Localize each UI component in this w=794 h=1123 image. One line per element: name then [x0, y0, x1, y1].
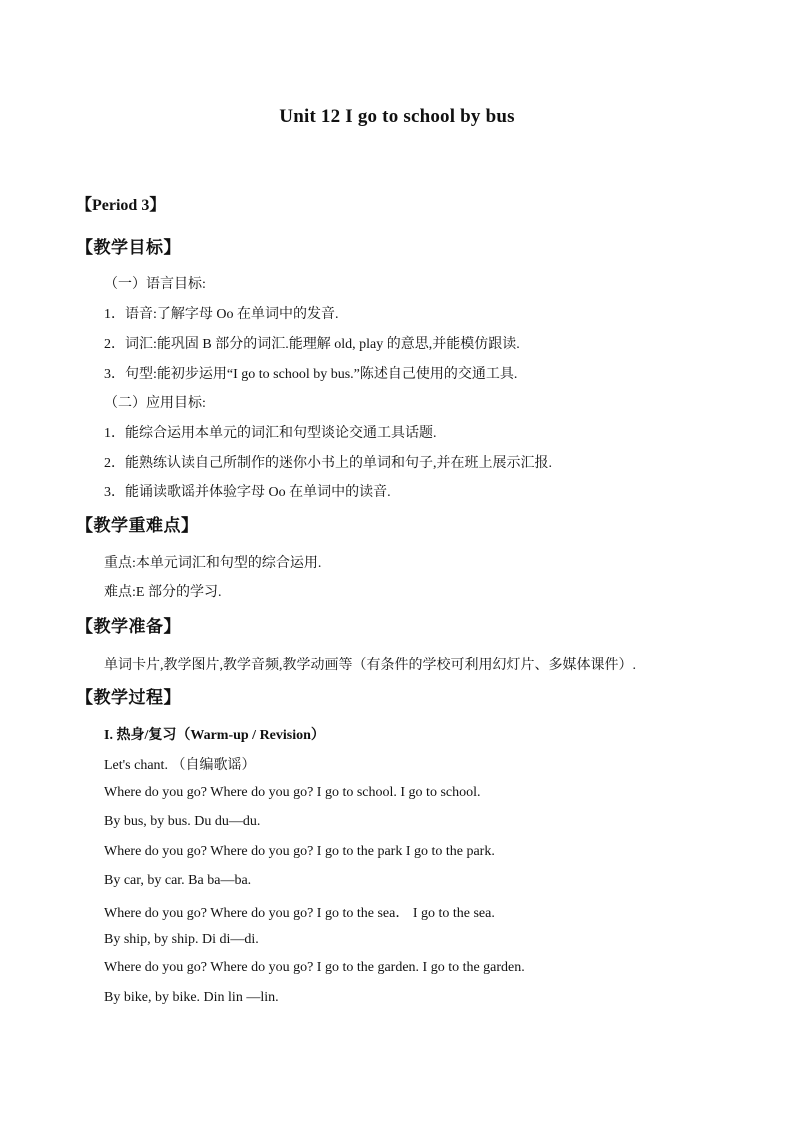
key-points-line: 重点:本单元词汇和句型的综合运用.: [104, 556, 322, 571]
goals-line: 3．能诵读歌谣并体验字母 Oo 在单词中的读音.: [104, 485, 391, 500]
chant-line: By bike, by bike. Din lin —lin.: [104, 990, 279, 1005]
process-subheading: I. 热身/复习（Warm-up / Revision）: [104, 728, 325, 743]
chant-line: By ship, by ship. Di di—di.: [104, 932, 259, 947]
key-points-line: 难点:E 部分的学习.: [104, 585, 222, 600]
section-heading-prep: 【教学准备】: [76, 617, 181, 636]
chant-line: By bus, by bus. Du du—du.: [104, 814, 261, 829]
chant-line: Let's chant. （自编歌谣）: [104, 758, 256, 773]
chant-line: Where do you go? Where do you go? I go to the sea． I go to the sea.: [104, 906, 495, 921]
goals-line: 1．能综合运用本单元的词汇和句型谈论交通工具话题.: [104, 426, 437, 441]
section-heading-key-points: 【教学重难点】: [76, 516, 199, 535]
goals-line: 2．能熟练认读自己所制作的迷你小书上的单词和句子,并在班上展示汇报.: [104, 456, 552, 471]
chant-line: Where do you go? Where do you go? I go to the park I go to the park.: [104, 844, 495, 859]
goals-line: （一）语言目标:: [104, 277, 206, 292]
period-label: 【Period 3】: [76, 197, 166, 214]
document-title: Unit 12 I go to school by bus: [279, 106, 515, 127]
prep-line: 单词卡片,教学图片,教学音频,教学动画等（有条件的学校可利用幻灯片、多媒体课件）.: [104, 658, 636, 673]
chant-line: By car, by car. Ba ba—ba.: [104, 873, 252, 888]
chant-line: Where do you go? Where do you go? I go to the garden. I go to the garden.: [104, 960, 525, 975]
goals-line: 1．语音:了解字母 Oo 在单词中的发音.: [104, 307, 339, 322]
section-heading-goals: 【教学目标】: [76, 238, 181, 257]
chant-line: Where do you go? Where do you go? I go to school. I go to school.: [104, 785, 481, 800]
goals-line: 2．词汇:能巩固 B 部分的词汇.能理解 old, play 的意思,并能模仿跟读.: [104, 337, 520, 352]
goals-line: （二）应用目标:: [104, 396, 206, 411]
goals-line: 3．句型:能初步运用“I go to school by bus.”陈述自己使用的交通工具.: [104, 367, 518, 382]
section-heading-process: 【教学过程】: [76, 688, 181, 707]
